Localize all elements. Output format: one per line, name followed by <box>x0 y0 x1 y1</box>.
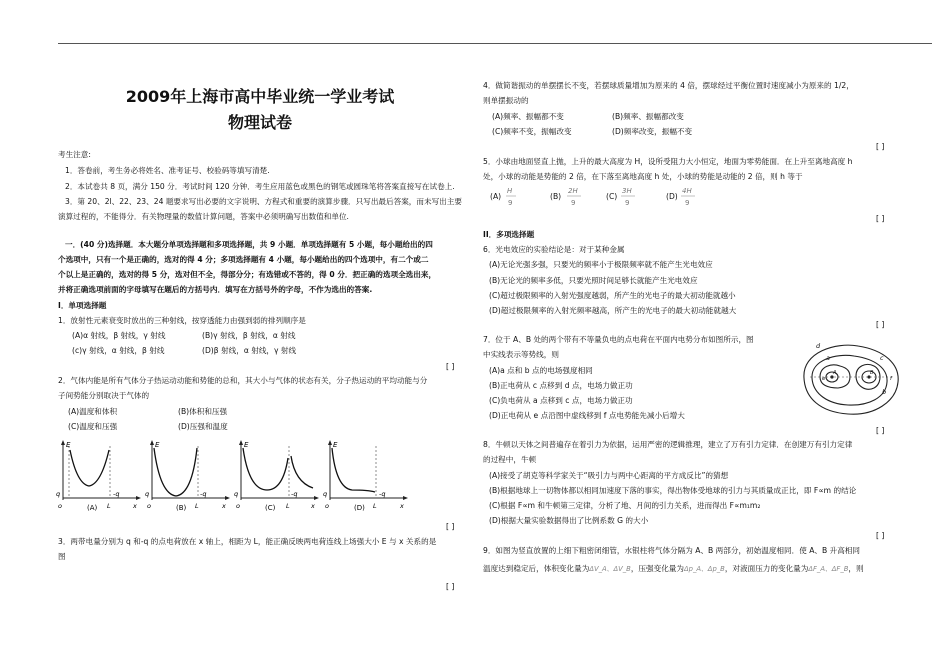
section-intro-4: 并将正确选项前面的字母填写在题后的方括号内．填写在方括号外的字母，不作为选出的答案. <box>58 285 373 294</box>
section-intro-3: 个以上是正确的，选对的得 5 分，选对但不全，得部分分；有选错或不答的，得 0 分．把正确的选项全选出来， <box>58 270 437 279</box>
q3-answer-bracket: [ ] <box>446 582 455 591</box>
top-rule <box>58 43 932 44</box>
q5-option-c-num: 3H <box>622 187 632 195</box>
q1-option-d: (D)β 射线，α 射线，γ 射线 <box>202 346 297 355</box>
q3-graphs <box>55 438 455 513</box>
q9-stem-1: 9．如图为竖直放置的上细下粗密闭细管，水银柱将气体分隔为 A、B 两部分，初始温度相同．使 A、B 升高相同 <box>483 546 861 555</box>
q7-fig-c: c <box>880 354 884 362</box>
page-title: 2009年上海市高中毕业统一学业考试 <box>125 87 395 106</box>
q2-answer-bracket: [ ] <box>446 522 455 531</box>
q1-option-a: (A)α 射线，β 射线，γ 射线 <box>72 331 166 340</box>
q6-option-c: (C)超过极限频率的入射光强度越弱，所产生的光电子的最大初动能就越小 <box>489 291 736 300</box>
q5-option-a-label: (A) <box>490 192 502 201</box>
graph-c-o: o <box>236 502 240 510</box>
q5-answer-bracket: [ ] <box>876 214 885 223</box>
q5-option-a-den: 9 <box>508 199 513 207</box>
q3-stem-1: 3．两带电量分别为 q 和-q 的点电荷放在 x 轴上，相距为 L，能正确反映两电荷连线上场强大小 E 与 x 关系的是 <box>58 537 437 546</box>
q9-stem-2 <box>483 564 864 574</box>
q8-answer-bracket: [ ] <box>876 531 885 540</box>
graph-a-label: (A) <box>87 504 98 512</box>
q3-stem-2: 图 <box>58 552 66 561</box>
graph-a-l: L <box>107 502 111 510</box>
q7-option-a: (A)a 点和 b 点的电场强度相同 <box>489 366 593 375</box>
q7-fig-A: A <box>833 370 837 376</box>
graph-d-l: L <box>373 502 377 510</box>
q2-option-a: (A)温度和体积 <box>68 407 118 416</box>
q7-answer-bracket: [ ] <box>876 426 885 435</box>
q9-dv: ΔV_A、ΔV_B <box>589 565 631 573</box>
q7-fig-d: d <box>816 342 821 350</box>
graph-b-label: (B) <box>176 504 187 512</box>
graph-a-x-label: x <box>133 502 137 510</box>
q2-stem-2: 子间势能分别取决于气体的 <box>58 391 150 400</box>
section-intro-2: 个选项中，只有一个是正确的，选对的得 4 分；多项选择题有 4 小题，每小题给出的四个选项中，有二个或二 <box>58 255 429 264</box>
q7-option-d: (D)正电荷从 e 点沿图中虚线移到 f 点电势能先减小后增大 <box>489 411 685 420</box>
q7-option-c: (C)负电荷从 a 点移到 c 点，电场力做正功 <box>489 396 633 405</box>
graph-c-x-label: x <box>311 502 315 510</box>
q7-fig-B: B <box>870 370 874 376</box>
q5-option-d-den: 9 <box>685 199 690 207</box>
q4-stem-1: 4．做简谐振动的单摆摆长不变，若摆球质量增加为原来的 4 倍，摆球经过平衡位置时速度减小为原来的 1/2， <box>483 81 854 90</box>
q4-option-c: (C)频率不变，振幅改变 <box>492 127 572 136</box>
graph-b-o: o <box>147 502 151 510</box>
q4-option-d: (D)频率改变，振幅不变 <box>612 127 693 136</box>
graph-b-x-label: x <box>222 502 226 510</box>
q7-fig-f: f <box>890 376 892 382</box>
q5-option-d-num: 4H <box>682 187 692 195</box>
q1-option-c: (c)γ 射线，α 射线，β 射线 <box>72 346 165 355</box>
q6-stem: 6．光电效应的实验结论是：对于某种金属 <box>483 245 625 254</box>
q4-option-b: (B)频率、振幅都改变 <box>612 112 684 121</box>
graph-a-y-label: E <box>66 441 71 449</box>
graph-d-o: o <box>325 502 329 510</box>
section-intro-1: 一．(40 分)选择题．本大题分单项选择题和多项选择题，共 9 小题．单项选择题有 5 小题，每小题给出的四 <box>65 240 433 249</box>
q6-option-b: (B)无论光的频率多低，只要光照时间足够长就能产生光电效应 <box>489 276 698 285</box>
q7-fig-a: a <box>826 354 830 362</box>
q5-stem-2: 处，小球的动能是势能的 2 倍，在下落至离地高度 h 处，小球的势能是动能的 2 倍，则 h 等于 <box>483 172 803 181</box>
q7-fig-b: b <box>882 388 887 396</box>
page-subtitle: 物理试卷 <box>227 113 292 132</box>
graph-c-q: q <box>234 490 239 498</box>
q5-stem-1: 5．小球由地面竖直上抛，上升的最大高度为 H，设所受阻力大小恒定，地面为零势能面．在上升至离地高度 h <box>483 157 853 166</box>
graph-a-o: o <box>58 502 62 510</box>
graph-d-x-label: x <box>400 502 404 510</box>
q1-option-b: (B)γ 射线，β 射线，α 射线 <box>202 331 296 340</box>
single-choice-heading: I．单项选择题 <box>58 301 107 310</box>
graph-b-negq: -q <box>200 490 207 498</box>
q5-option-c-den: 9 <box>625 199 630 207</box>
graph-b-l: L <box>195 502 199 510</box>
notice-item-3-cont: 演算过程的，不能得分．有关物理量的数值计算问题，答案中必须明确写出数值和单位. <box>58 212 349 221</box>
q6-option-d: (D)超过极限频率的入射光频率越高，所产生的光电子的最大初动能就越大 <box>489 306 737 315</box>
q9-df: ΔF_A、ΔF_B <box>808 565 849 573</box>
q8-option-c: (C)根据 F∝m 和牛顿第三定律，分析了地、月间的引力关系，进而得出 F∝m₁m₂ <box>489 501 761 510</box>
graph-d-q: q <box>323 490 328 498</box>
q9-stem-2d: ，则 <box>848 564 864 573</box>
graph-a-q: q <box>56 490 61 498</box>
q8-stem-1: 8．牛顿以天体之间普遍存在着引力为依据，运用严密的逻辑推理，建立了万有引力定律．在创建万有引力定律 <box>483 440 853 449</box>
graph-c <box>234 440 319 512</box>
q2-stem-1: 2．气体内能是所有气体分子热运动动能和势能的总和，其大小与气体的状态有关，分子热运动的平均动能与分 <box>58 376 428 385</box>
notice-heading: 考生注意: <box>58 150 91 159</box>
q5-options <box>488 183 718 211</box>
q6-option-a: (A)无论光强多强，只要光的频率小于极限频率就不能产生光电效应 <box>489 260 713 269</box>
graph-a <box>56 440 141 512</box>
q4-option-a: (A)频率、振幅都不变 <box>492 112 564 121</box>
q7-equipotential-figure <box>796 336 906 421</box>
graph-b <box>145 440 230 512</box>
q8-option-d: (D)根据大量实验数据得出了比例系数 G 的大小 <box>489 516 649 525</box>
graph-c-l: L <box>286 502 290 510</box>
q1-answer-bracket: [ ] <box>446 362 455 371</box>
q4-stem-2: 则单摆振动的 <box>483 96 529 105</box>
q5-option-b-num: 2H <box>568 187 578 195</box>
q7-stem-2: 中实线表示等势线，则 <box>483 350 559 359</box>
q5-option-c-label: (C) <box>606 192 618 201</box>
graph-d-negq: -q <box>379 490 386 498</box>
q5-option-b-den: 9 <box>571 199 576 207</box>
graph-c-negq: -q <box>291 490 298 498</box>
q6-answer-bracket: [ ] <box>876 320 885 329</box>
q9-dp: Δp_A、Δp_B <box>683 565 725 573</box>
q8-option-a: (A)接受了胡克等科学家关于“吸引力与两中心距离的平方成反比”的猜想 <box>489 471 729 480</box>
graph-d <box>323 440 408 512</box>
q1-stem: 1．放射性元素衰变时放出的三种射线，按穿透能力由强到弱的排列顺序是 <box>58 316 306 325</box>
q9-stem-2c: ，对液面压力的变化量为 <box>724 564 809 573</box>
q2-option-b: (B)体积和压强 <box>178 407 228 416</box>
q9-stem-2b: ，压强变化量为 <box>630 564 684 573</box>
graph-b-y-label: E <box>155 441 160 449</box>
graph-c-y-label: E <box>244 441 249 449</box>
q2-option-c: (C)温度和压强 <box>68 422 118 431</box>
graph-b-q: q <box>145 490 150 498</box>
q2-option-d: (D)压强和温度 <box>178 422 228 431</box>
q5-option-b-label: (B) <box>550 192 562 201</box>
graph-d-y-label: E <box>333 441 338 449</box>
q4-answer-bracket: [ ] <box>876 142 885 151</box>
notice-item-1: 1．答卷前，考生务必将姓名、准考证号、校验码等填写清楚. <box>65 166 270 175</box>
q7-option-b: (B)正电荷从 c 点移到 d 点，电场力做正功 <box>489 381 633 390</box>
multi-choice-heading: II．多项选择题 <box>483 230 535 239</box>
q5-option-a-num: H <box>507 187 513 195</box>
q5-option-d-label: (D) <box>666 192 678 201</box>
graph-a-negq: -q <box>113 490 120 498</box>
notice-item-3: 3．第 20、2l、22、23、24 题要求写出必要的文字说明、方程式和重要的演算步骤．只写出最后答案，而未写出主要 <box>65 197 462 206</box>
q9-stem-2a: 温度达到稳定后，体积变化量为 <box>483 564 590 573</box>
q8-option-b: (B)根据地球上一切物体都以相同加速度下落的事实，得出物体受地球的引力与其质量成正比，即 F∝m 的结论 <box>489 486 857 495</box>
q7-fig-e: e <box>822 376 826 382</box>
q8-stem-2: 的过程中，牛顿 <box>483 455 537 464</box>
graph-d-label: (D) <box>354 504 365 512</box>
notice-item-2: 2．本试卷共 8 页，满分 150 分．考试时间 120 分钟．考生应用蓝色或黑色的钢笔或圆珠笔将答案直接写在试卷上. <box>65 182 455 191</box>
q7-stem-1: 7．位于 A、B 处的两个带有不等量负电的点电荷在平面内电势分布如图所示，图 <box>483 335 754 344</box>
graph-c-label: (C) <box>265 504 276 512</box>
